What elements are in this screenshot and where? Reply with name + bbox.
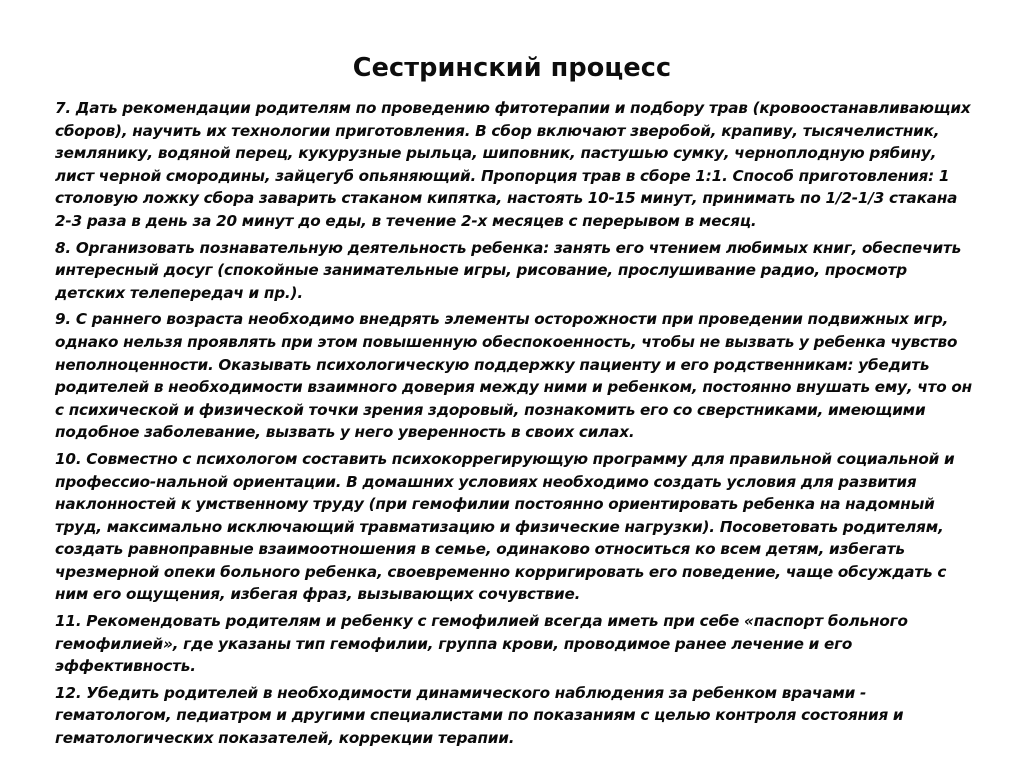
paragraph-10: 10. Совместно с психологом составить психокоррегирующую программу для правильной социальной и профессио-нальной ориентации. В домашних условиях необходимо создать условия для развития наклонностей к умственному труду (при гемофилии постоянно ориентировать ребенка на надомный труд, максимально исключающий травматизацию и физические нагрузки). Посоветовать родителям, создать равноправные взаимоотношения в семье, одинаково относиться ко всем детям, избегать чрезмерной опеки больного ребенка, своевременно корригировать его поведение, чаще обсуждать с ним его ощущения, избегая фраз, вызывающих сочувствие. [55, 449, 955, 604]
paragraph-7: 7. Дать рекомендации родителям по проведению фитотерапии и подбору трав (кровоостанавливающих сборов), научить их технологии приготовления. В сбор включают зверобой, крапиву, тысячелистник, землянику, водяной перец, кукурузные рыльца, шиповник, пастушью сумку, черноплодную рябину, лист черной смородины, зайцегуб опьяняющий. Пропорция трав в сборе 1:1. Способ приготовления: 1 столовую ложку сбора заварить стаканом кипятка, настоять 10-15 минут, принимать по 1/2-1/3 стакана 2-3 раза в день за 20 минут до еды, в течение 2-х месяцев с перерывом в месяц. [55, 99, 971, 230]
page-title: Сестринский процесс [352, 53, 672, 84]
paragraph-11: 11. Рекомендовать родителям и ребенку с гемофилией всегда иметь при себе «паспорт больного гемофилией», где указаны тип гемофилии, группа крови, проводимое ранее лечение и его эффективность. [55, 612, 908, 676]
paragraph-9: 9. С раннего возраста необходимо внедрять элементы осторожности при проведении подвижных игр, однако нельзя проявлять при этом повышенную обеспокоенность, чтобы не вызвать у ребенка чувство неполноценности. Оказывать психологическую поддержку пациенту и его родственникам: убедить родителей в необходимости взаимного доверия между ними и ребенком, постоянно внушать ему, что он с психической и физической точки зрения здоровый, познакомить его со сверстниками, имеющими подобное заболевание, вызвать у него уверенность в своих силах. [55, 310, 973, 442]
paragraph-12: 12. Убедить родителей в необходимости динамического наблюдения за ребенком врачами - гематологом, педиатром и другими специалистами по показаниям с целью контроля состояния и гематологических показателей, коррекции терапии. [55, 683, 904, 748]
paragraph-8: 8. Организовать познавательную деятельность ребенка: занять его чтением любимых книг, обеспечить интересный досуг (спокойные занимательные игры, рисование, прослушивание радио, просмотр детских телепередач и пр.). [55, 238, 962, 302]
body-content [55, 97, 975, 750]
